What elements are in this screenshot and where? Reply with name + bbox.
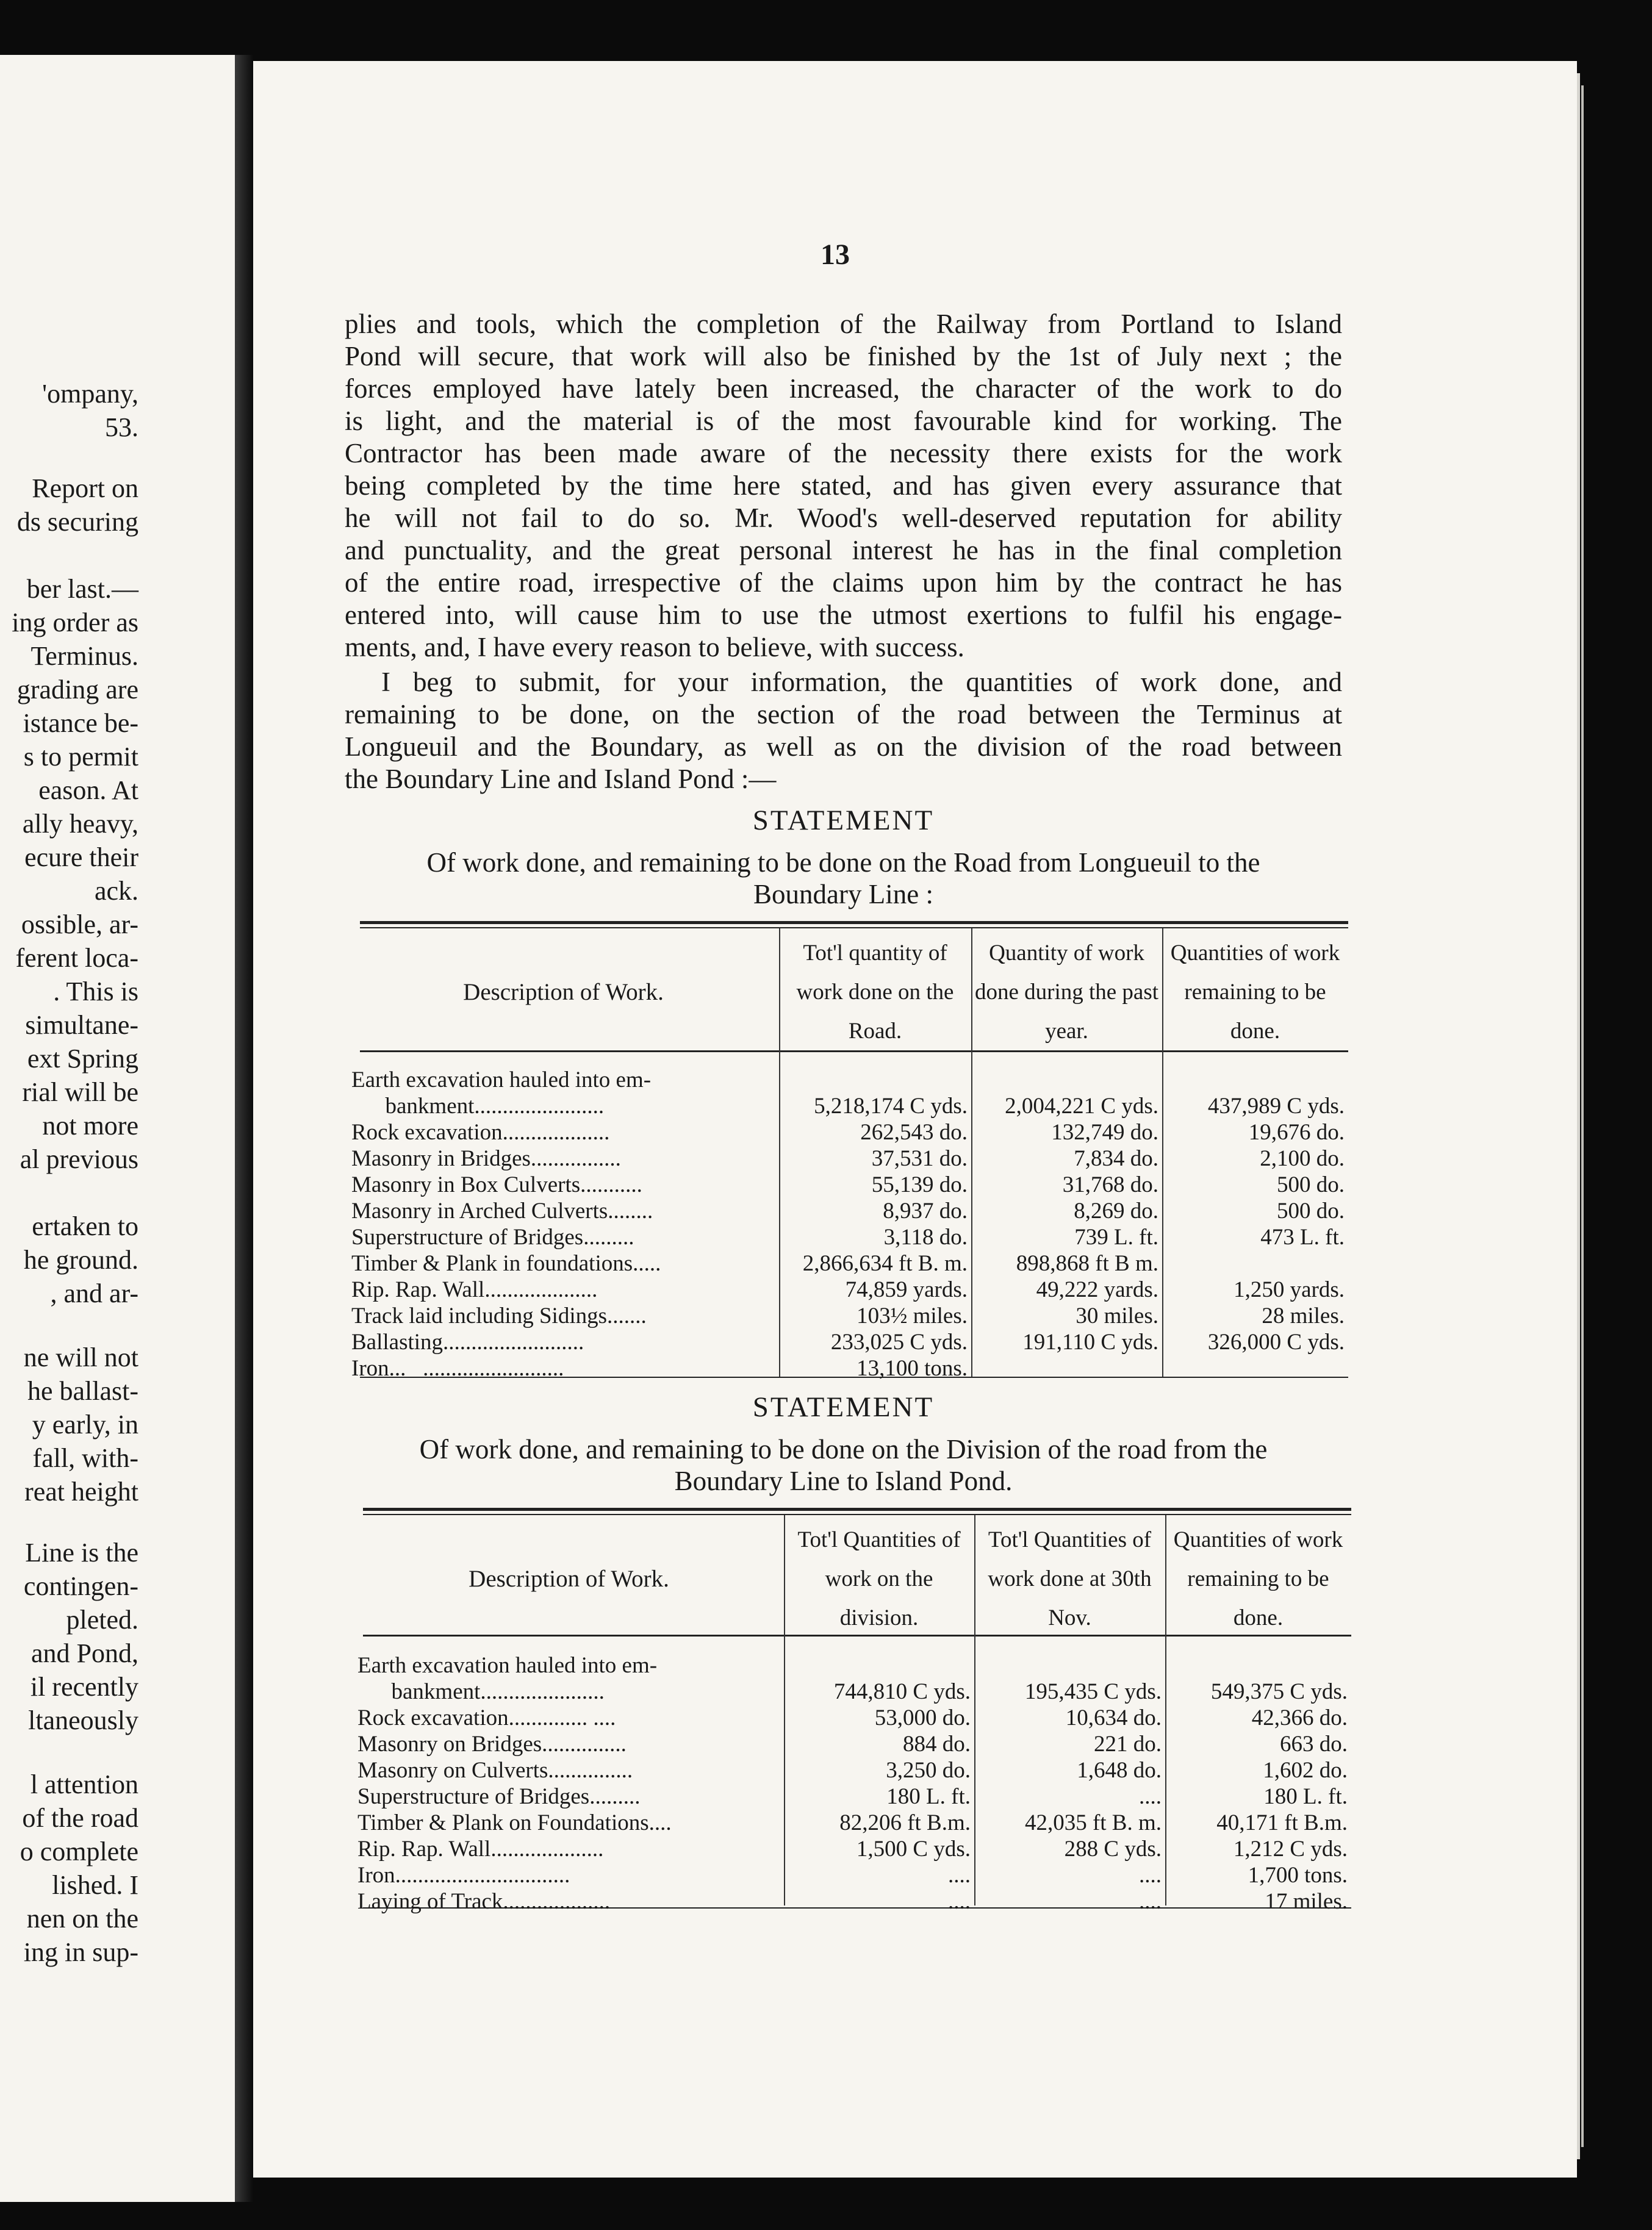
paragraph-1: [345, 308, 1342, 664]
row-description: Earth excavation hauled into em-: [351, 1067, 652, 1092]
row-value: 40,171 ft B.m.: [1216, 1810, 1348, 1835]
row-value: 42,035 ft B. m.: [1024, 1810, 1162, 1835]
page-number: 13: [821, 238, 850, 271]
row-description: Superstructure of Bridges.........: [357, 1784, 641, 1809]
table-2-header-done: Tot'l Quantities of work done at 30th Nov.: [988, 1527, 1152, 1630]
table-row: [354, 1757, 1351, 1784]
left-page-line: lished. I: [52, 1870, 138, 1900]
text-line: entered into, will cause him to use the utmost exertions to fulfil his engage-: [345, 600, 1342, 630]
row-value: 1,500 C yds.: [856, 1837, 971, 1862]
row-description: Rock excavation...................: [351, 1120, 610, 1145]
left-page-line: ing in sup-: [23, 1937, 138, 1967]
row-description: Iron... .........................: [351, 1356, 564, 1381]
row-value: 500 do.: [1277, 1199, 1345, 1224]
table-row: [348, 1224, 1348, 1250]
row-value: 744,810 C yds.: [833, 1679, 971, 1704]
row-value: 473 L. ft.: [1260, 1225, 1345, 1250]
row-value: 53,000 do.: [874, 1705, 971, 1730]
table-row: [354, 1836, 1351, 1862]
row-value: 74,859 yards.: [845, 1277, 968, 1302]
text-line: he will not fail to do so. Mr. Wood's well-deserved reputation for ability: [345, 503, 1342, 533]
row-value: 17 miles.: [1265, 1889, 1348, 1914]
statement-1-table: [348, 930, 1348, 1382]
left-page-line: contingen-: [23, 1571, 138, 1601]
text-line: the Boundary Line and Island Pond :—: [345, 764, 777, 794]
statement-1-title: STATEMENT: [752, 805, 935, 836]
row-description: Rip. Rap. Wall....................: [357, 1837, 604, 1862]
left-page-line: , and ar-: [50, 1278, 138, 1308]
left-page-line: Terminus.: [31, 641, 138, 671]
row-value: 180 L. ft.: [1263, 1784, 1348, 1809]
left-page-line: simultane-: [25, 1010, 138, 1040]
row-description: Iron...............................: [357, 1863, 570, 1888]
left-page-line: rial will be: [22, 1077, 138, 1107]
row-value: 500 do.: [1277, 1172, 1345, 1197]
row-value: 549,375 C yds.: [1210, 1679, 1348, 1704]
left-page-line: al previous: [20, 1144, 138, 1174]
row-description: Rip. Rap. Wall....................: [351, 1277, 598, 1302]
row-value: 437,989 C yds.: [1207, 1094, 1345, 1119]
table-2-header-total: Tot'l Quantities of work on the division.: [797, 1527, 961, 1630]
text-line: ments, and, I have every reason to believe, with success.: [345, 632, 964, 662]
row-value: ....: [1139, 1863, 1162, 1888]
row-value: 30 miles.: [1076, 1303, 1158, 1328]
left-page-line: ds securing: [16, 507, 138, 537]
table-1-top-rule: [360, 921, 1348, 924]
row-value: 37,531 do.: [871, 1146, 968, 1171]
left-page-line: ertaken to: [32, 1211, 138, 1241]
row-description: Masonry on Bridges...............: [357, 1732, 627, 1757]
left-page-line: of the road: [22, 1803, 138, 1833]
text-line: Contractor has been made aware of the necessity there exists for the work: [345, 438, 1342, 468]
row-value: 180 L. ft.: [886, 1784, 971, 1809]
row-value: ....: [1139, 1889, 1162, 1914]
left-page-line: ing order as: [12, 608, 138, 637]
left-page-line: ltaneously: [28, 1705, 138, 1735]
left-page-line: and Pond,: [31, 1638, 138, 1668]
row-value: 31,768 do.: [1062, 1172, 1158, 1197]
page-edge-2: [1581, 85, 1584, 2147]
row-description: Timber & Plank on Foundations....: [357, 1810, 672, 1835]
row-value: 739 L. ft.: [1074, 1225, 1158, 1250]
row-value: 5,218,174 C yds.: [814, 1094, 968, 1119]
left-page-line: grading are: [16, 675, 138, 704]
table-row: [348, 1119, 1348, 1145]
row-value: 7,834 do.: [1074, 1146, 1158, 1171]
row-value: 3,118 do.: [883, 1225, 968, 1250]
table-row: [348, 1250, 1348, 1277]
left-page-line: nen on the: [26, 1904, 138, 1934]
row-description: Masonry in Arched Culverts........: [351, 1199, 653, 1224]
text-line: being completed by the time here stated, and has given every assurance that: [345, 470, 1342, 501]
text-line: and punctuality, and the great personal interest he has in the final completion: [345, 535, 1342, 565]
table-row: [354, 1810, 1351, 1836]
row-value: [971, 1067, 1162, 1093]
left-page-line: reat height: [24, 1477, 138, 1507]
row-value: 233,025 C yds.: [830, 1330, 968, 1355]
row-description: Ballasting.........................: [351, 1330, 584, 1355]
row-value: [974, 1652, 1165, 1679]
statement-2-title: STATEMENT: [752, 1391, 935, 1423]
table-2-top-rule: [363, 1508, 1351, 1511]
row-value: [1162, 1067, 1348, 1093]
table-row: [354, 1784, 1351, 1810]
row-value: 326,000 C yds.: [1207, 1330, 1345, 1355]
table-row: [354, 1862, 1351, 1888]
row-value: 19,676 do.: [1248, 1120, 1345, 1145]
row-value: 8,269 do.: [1074, 1199, 1158, 1224]
statement-1-subtitle-line: Of work done, and remaining to be done on the Road from Longueuil to the: [426, 847, 1260, 878]
row-value: 1,700 tons.: [1248, 1863, 1348, 1888]
table-row: [354, 1888, 1351, 1915]
paragraph-2: [345, 666, 1342, 795]
text-line: of the entire road, irrespective of the claims upon him by the contract he has: [345, 567, 1342, 598]
row-value: 55,139 do.: [871, 1172, 968, 1197]
row-value: 132,749 do.: [1051, 1120, 1158, 1145]
row-value: ....: [1139, 1784, 1162, 1809]
left-page-line: he ground.: [23, 1245, 138, 1275]
left-page-line: . This is: [53, 977, 138, 1006]
table-row: [348, 1355, 1348, 1382]
text-line: plies and tools, which the completion of the Railway from Portland to Island: [345, 309, 1342, 339]
left-page-line: o complete: [20, 1837, 138, 1866]
row-value: 1,250 yards.: [1234, 1277, 1345, 1302]
row-value: 191,110 C yds.: [1022, 1330, 1158, 1355]
left-page-line: istance be-: [23, 708, 138, 738]
left-page-line: Report on: [32, 473, 138, 503]
table-row: [348, 1329, 1348, 1355]
statement-1-subtitle-line: Boundary Line :: [753, 879, 933, 909]
table-1-header-remaining: Quantities of work remaining to be done.: [1170, 941, 1340, 1044]
row-value: [1162, 1250, 1348, 1277]
row-value: 884 do.: [903, 1732, 971, 1757]
table-1-top-rule-2: [360, 927, 1348, 928]
table-row: [354, 1705, 1351, 1731]
row-value: 8,937 do.: [883, 1199, 968, 1224]
left-page-line: ext Spring: [27, 1044, 138, 1074]
table-row: [354, 1731, 1351, 1757]
text-line: Pond will secure, that work will also be finished by the 1st of July next ; the: [345, 341, 1342, 371]
table-row: [348, 1198, 1348, 1224]
row-value: 288 C yds.: [1064, 1837, 1162, 1862]
row-value: 2,866,634 ft B. m.: [802, 1251, 968, 1276]
text-line: Longueuil and the Boundary, as well as on the division of the road between: [345, 731, 1342, 762]
left-page-line: l attention: [30, 1769, 138, 1799]
row-description: Laying of Track...................: [357, 1889, 611, 1914]
left-page-line: ecure their: [24, 842, 138, 872]
statement-2-subtitle-line: Boundary Line to Island Pond.: [674, 1466, 1013, 1496]
table-2-header-description: Description of Work.: [469, 1566, 669, 1592]
row-value: ....: [948, 1889, 971, 1914]
page-edge: [1577, 73, 1580, 2159]
text-line: is light, and the material is of the most favourable kind for working. The: [345, 406, 1342, 436]
left-page-line: ferent loca-: [15, 943, 138, 973]
row-description: Masonry on Culverts...............: [357, 1758, 633, 1783]
table-row: [348, 1067, 1348, 1093]
left-page-line: not more: [42, 1111, 138, 1141]
left-page-line: 53.: [105, 412, 138, 442]
text-line: remaining to be done, on the section of the road between the Terminus at: [345, 699, 1342, 730]
row-value: [1162, 1355, 1348, 1382]
left-page-line: il recently: [30, 1672, 138, 1702]
row-description: Track laid including Sidings.......: [351, 1303, 647, 1328]
row-value: 2,100 do.: [1260, 1146, 1345, 1171]
statement-1-subtitle: [345, 847, 1342, 910]
row-value: 1,648 do.: [1077, 1758, 1162, 1783]
table-1-header-past-year: Quantity of work done during the past year.: [974, 941, 1159, 1044]
row-value: 663 do.: [1280, 1732, 1348, 1757]
statement-2-subtitle-line: Of work done, and remaining to be done on the Division of the road from the: [419, 1434, 1268, 1465]
left-page-line: he ballast-: [27, 1376, 138, 1406]
left-page-line: ne will not: [23, 1343, 138, 1372]
row-value: 28 miles.: [1262, 1303, 1345, 1328]
left-page-line: 'ompany,: [42, 379, 138, 409]
row-description: Earth excavation hauled into em-: [357, 1653, 658, 1678]
row-value: 262,543 do.: [860, 1120, 968, 1145]
row-description: Superstructure of Bridges.........: [351, 1225, 634, 1250]
text-line: I beg to submit, for your information, the quantities of work done, and: [381, 667, 1342, 697]
statement-2-table: [354, 1517, 1351, 1915]
left-page-line: ack.: [94, 876, 138, 906]
table-2-header-remaining: Quantities of work remaining to be done.: [1173, 1527, 1343, 1630]
table-2-top-rule-2: [363, 1514, 1351, 1515]
row-value: ....: [948, 1863, 971, 1888]
row-value: [971, 1355, 1162, 1382]
row-value: 82,206 ft B.m.: [839, 1810, 971, 1835]
table-row: [354, 1652, 1351, 1679]
page-gutter: [235, 55, 253, 2202]
row-value: 1,212 C yds.: [1233, 1837, 1348, 1862]
table-row: [348, 1303, 1348, 1329]
left-page-fragment: [0, 55, 235, 2202]
row-value: 13,100 tons.: [857, 1356, 968, 1381]
row-value: 221 do.: [1094, 1732, 1162, 1757]
row-description: bankment......................: [357, 1679, 605, 1704]
row-value: [784, 1652, 974, 1679]
left-page-line: ber last.—: [26, 574, 138, 604]
table-row: [348, 1093, 1348, 1119]
table-1-header-total: Tot'l quantity of work done on the Road.: [796, 941, 954, 1044]
table-row: [348, 1277, 1348, 1303]
left-page-line: pleted.: [66, 1605, 138, 1635]
table-row: [348, 1172, 1348, 1198]
row-value: 10,634 do.: [1065, 1705, 1162, 1730]
left-page-line: y early, in: [32, 1410, 138, 1439]
row-value: [1165, 1652, 1351, 1679]
text-line: forces employed have lately been increased, the character of the work to do: [345, 373, 1342, 404]
row-value: 49,222 yards.: [1036, 1277, 1158, 1302]
left-page-line: Line is the: [25, 1538, 138, 1568]
row-description: Timber & Plank in foundations.....: [351, 1251, 661, 1276]
row-description: Masonry in Bridges................: [351, 1146, 621, 1171]
row-description: bankment.......................: [351, 1094, 605, 1119]
left-page-line: s to permit: [23, 742, 138, 772]
table-row: [348, 1145, 1348, 1172]
row-value: 2,004,221 C yds.: [1005, 1094, 1158, 1119]
table-row: [354, 1679, 1351, 1705]
row-value: 3,250 do.: [886, 1758, 971, 1783]
row-value: 898,868 ft B m.: [1016, 1251, 1158, 1276]
left-page-line: ossible, ar-: [21, 909, 138, 939]
left-page-line: ally heavy,: [22, 809, 138, 839]
row-description: Masonry in Box Culverts...........: [351, 1172, 642, 1197]
left-page-line: fall, with-: [32, 1443, 138, 1473]
row-value: 42,366 do.: [1251, 1705, 1348, 1730]
table-1-header-description: Description of Work.: [463, 979, 664, 1005]
left-page-line: eason. At: [38, 775, 138, 805]
row-description: Rock excavation.............. ....: [357, 1705, 616, 1730]
row-value: 103½ miles.: [857, 1303, 968, 1328]
statement-2-subtitle: [345, 1433, 1342, 1497]
row-value: [779, 1067, 971, 1093]
row-value: 195,435 C yds.: [1024, 1679, 1162, 1704]
row-value: 1,602 do.: [1263, 1758, 1348, 1783]
